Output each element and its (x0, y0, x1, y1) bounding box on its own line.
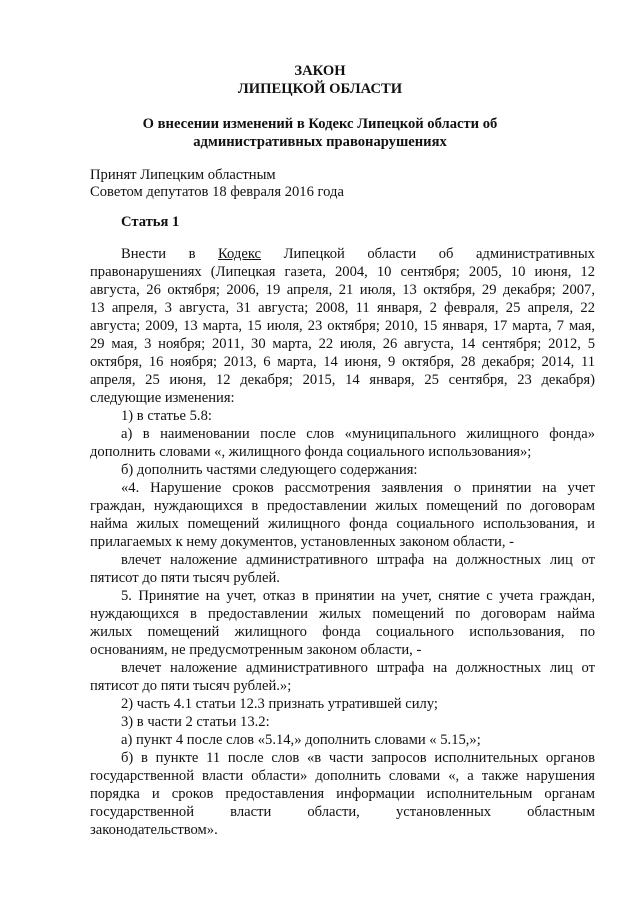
list-item: влечет наложение административного штрафа на должностных лиц от (121, 552, 595, 568)
intro-word: административных (475, 246, 595, 262)
body-line: августа, 26 октября; 2006, 19 апреля, 21 июля, 13 октября, 29 декабря; 2007, (90, 282, 595, 298)
intro-line (121, 245, 595, 263)
body-line: пятисот до пяти тысяч рублей. (90, 570, 280, 586)
list-item: б) дополнить частями следующего содержания: (121, 462, 418, 478)
body-line: 29 мая, 3 ноября; 2011, 30 марта, 22 июля, 26 августа, 14 сентября; 2012, 5 (90, 336, 595, 352)
list-item: а) пункт 4 после слов «5.14,» дополнить словами « 5.15,»; (121, 732, 481, 748)
list-item: влечет наложение административного штрафа на должностных лиц от (121, 660, 595, 676)
body-line: августа; 2009, 13 марта, 15 июля, 23 октября; 2010, 15 января, 17 марта, 7 мая, (90, 318, 595, 334)
body-line: найма жилых помещений жилищного фонда социального использования, и (90, 516, 595, 532)
law-subtitle-line-1: О внесении изменений в Кодекс Липецкой области об (142, 116, 498, 132)
adoption-line-1: Принят Липецким областным (90, 167, 276, 183)
law-region-title: ЛИПЕЦКОЙ ОБЛАСТИ (237, 81, 403, 97)
list-item: а) в наименовании после слов «муниципального жилищного фонда» (121, 426, 595, 442)
body-line: жилых помещений жилищного фонда социального использования, по (90, 624, 595, 640)
intro-word: в (188, 246, 196, 262)
body-line: государственной власти области» дополнить словами «, а также нарушения (90, 768, 595, 784)
body-line: граждан, нуждающихся в предоставлении жилых помещений по договорам (90, 498, 595, 514)
list-item: 1) в статье 5.8: (121, 408, 212, 424)
body-line: правонарушениях (Липецкая газета, 2004, 10 сентября; 2005, 10 июня, 12 (90, 264, 595, 280)
list-item: 5. Принятие на учет, отказ в принятии на учет, снятие с учета граждан, (121, 588, 595, 604)
intro-word: Внести (121, 246, 167, 262)
law-subtitle-line-2: административных правонарушениях (193, 134, 447, 150)
body-line: дополнить словами «, жилищного фонда социального использования»; (90, 444, 532, 460)
body-line: октября, 16 ноября; 2013, 6 марта, 14 июня, 9 октября, 28 декабря; 2014, 11 (90, 354, 595, 370)
body-line: порядка и сроков предоставления информации исполнительным органам (90, 786, 595, 802)
body-line: государственной власти области, установленных областным (90, 804, 595, 820)
law-title: ЗАКОН (294, 63, 346, 79)
body-line: 13 апреля, 3 августа, 31 августа; 2008, 11 января, 2 февраля, 25 апреля, 22 (90, 300, 595, 316)
intro-word: Липецкой (283, 246, 345, 262)
list-item: «4. Нарушение сроков рассмотрения заявления о принятии на учет (121, 480, 595, 496)
body-line: апреля, 25 июня, 12 декабря; 2015, 14 января, 25 сентября, 23 декабря) (90, 372, 595, 388)
body-line: законодательством». (90, 822, 218, 838)
article-heading: Статья 1 (121, 214, 180, 230)
body-line: следующие изменения: (90, 390, 235, 406)
list-item: 3) в части 2 статьи 13.2: (121, 714, 270, 730)
adoption-line-2: Советом депутатов 18 февраля 2016 года (90, 184, 344, 200)
intro-word: об (438, 246, 454, 262)
body-line: пятисот до пяти тысяч рублей.»; (90, 678, 292, 694)
body-line: нуждающихся в предоставлении жилых помещений по договорам найма (90, 606, 595, 622)
list-item: 2) часть 4.1 статьи 12.3 признать утратившей силу; (121, 696, 438, 712)
intro-word: области (367, 246, 417, 262)
body-line: прилагаемых к нему документов, установленных законом области, - (90, 534, 514, 550)
kodeks-link[interactable]: Кодекс (218, 246, 262, 262)
list-item: б) в пункте 11 после слов «в части запросов исполнительных органов (121, 750, 595, 766)
body-line: основаниям, не предусмотренным законом области, - (90, 642, 422, 658)
